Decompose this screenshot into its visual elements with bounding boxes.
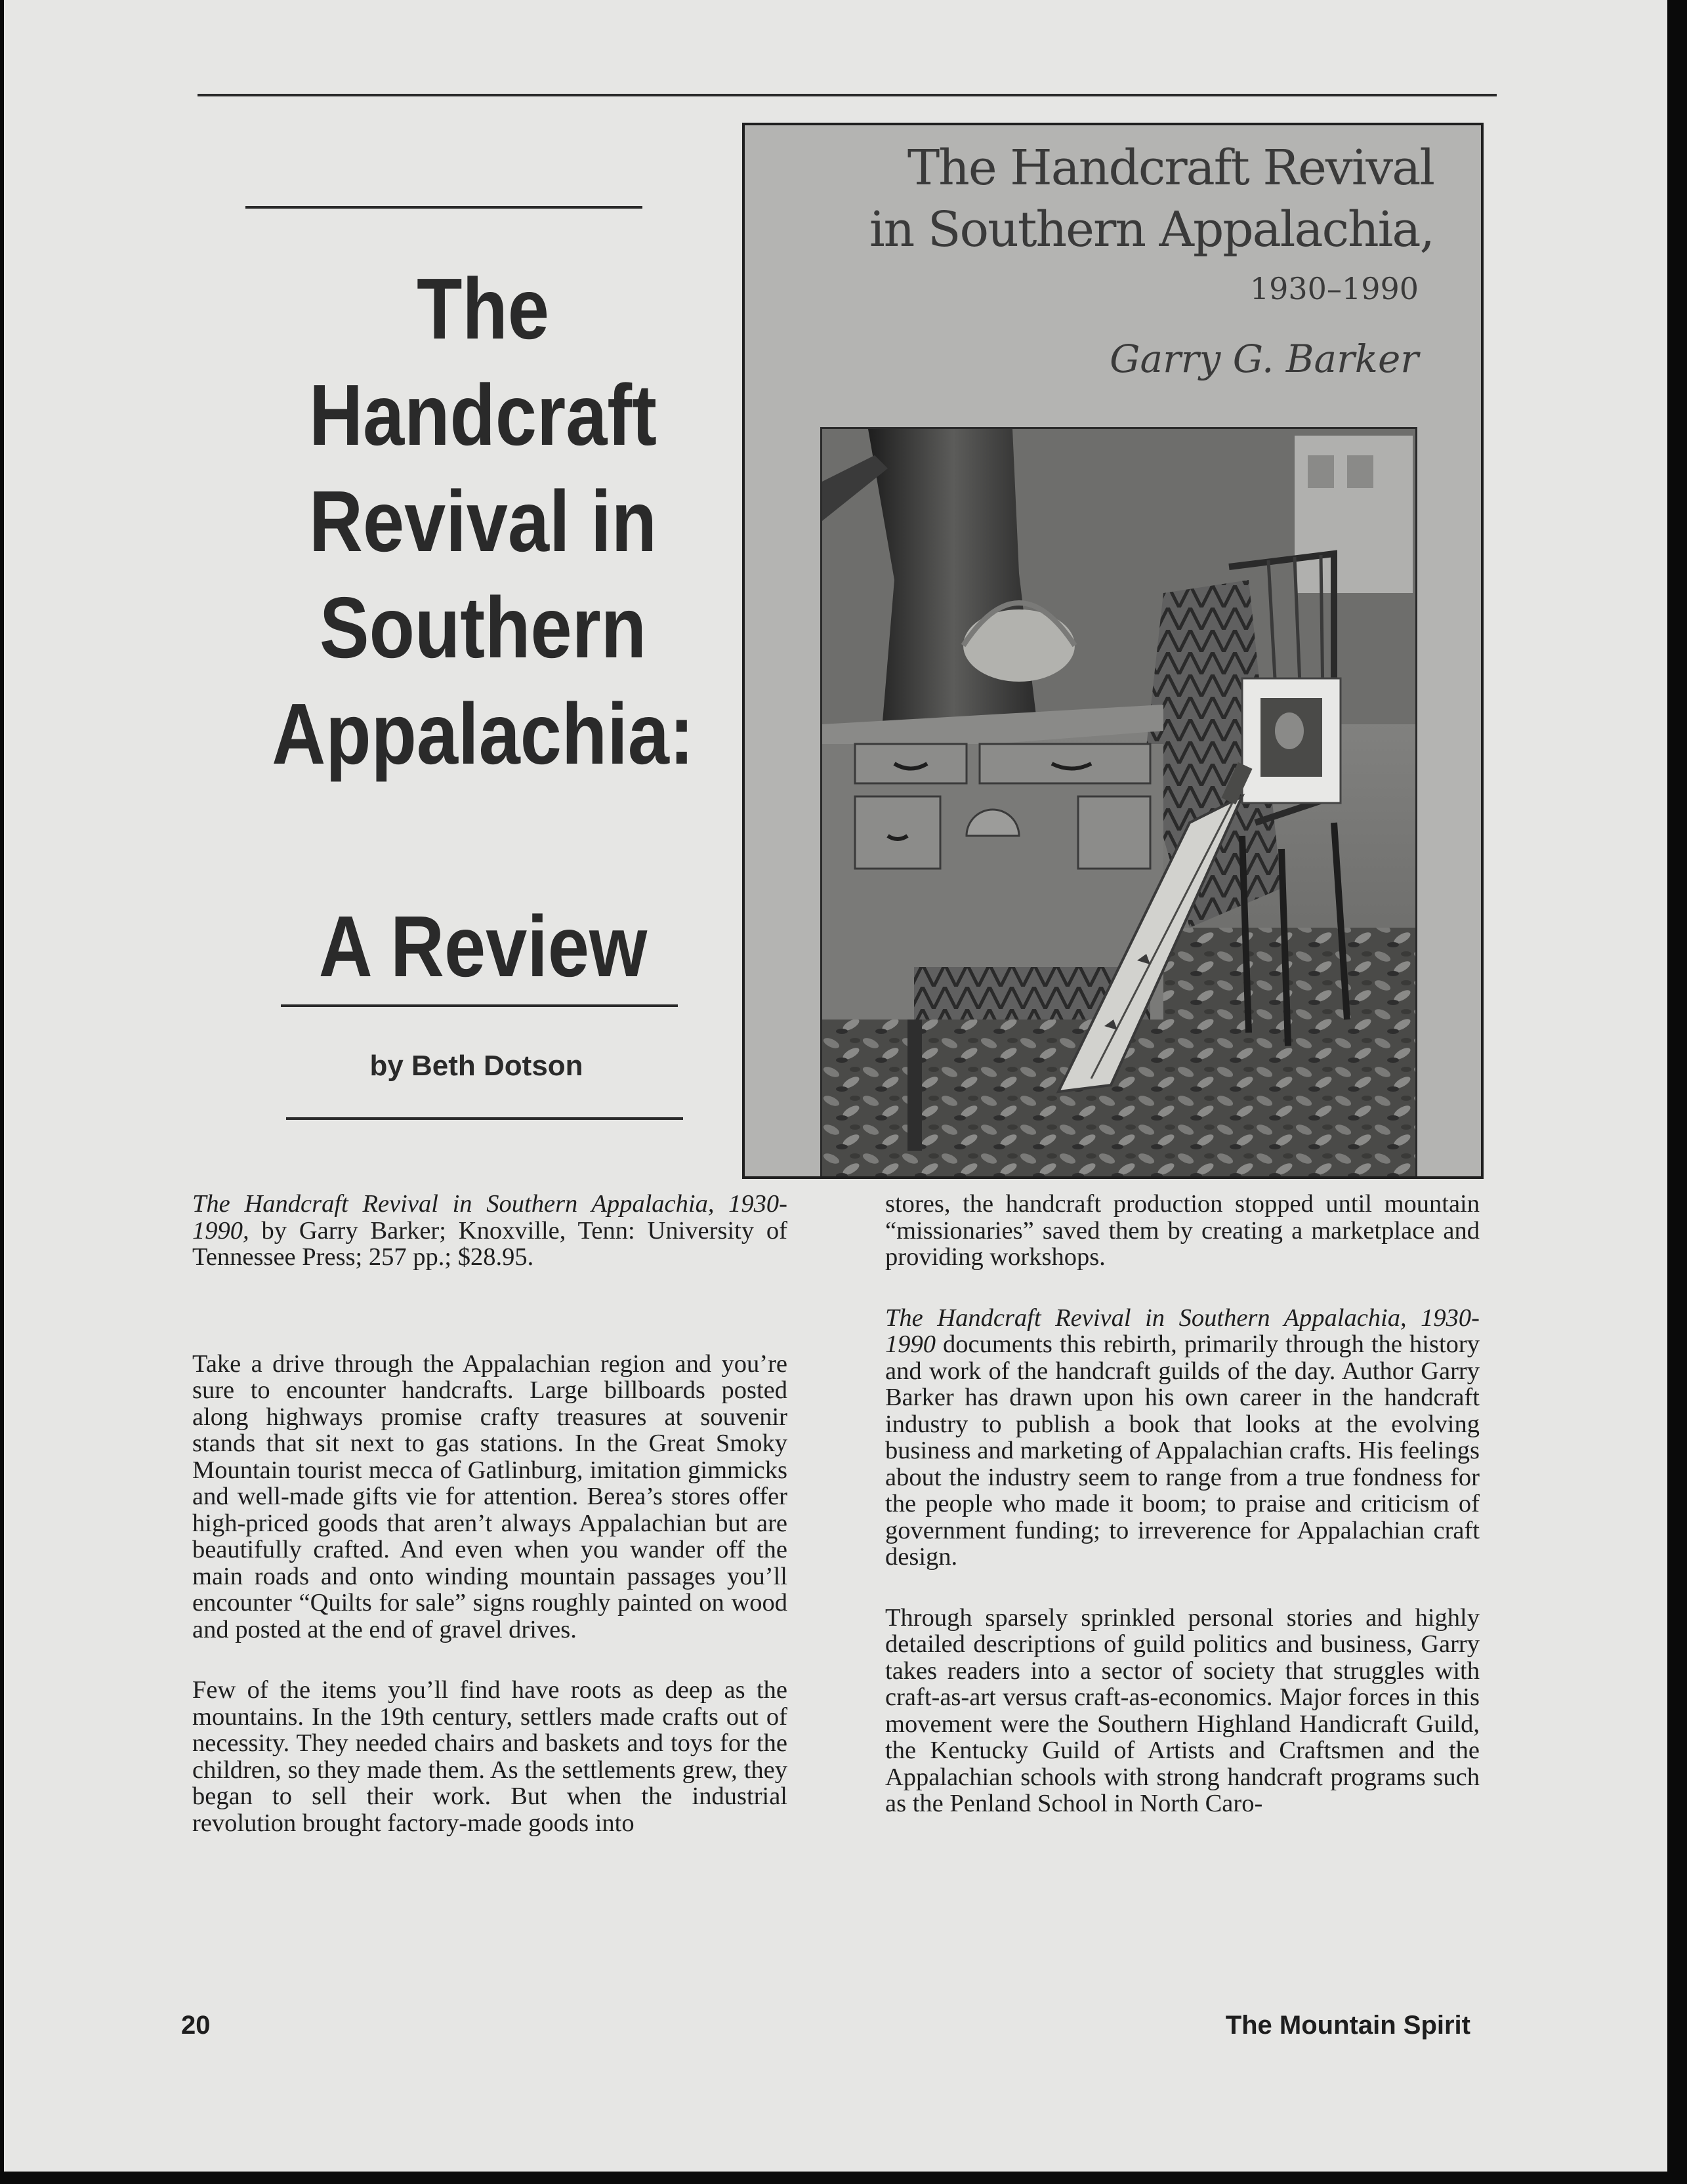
book-cover-image: [742, 123, 1484, 1179]
headline-top-rule: [245, 206, 642, 209]
citation-title: The Handcraft Revival in Southern Appalachia, 1930-1990,: [192, 1190, 787, 1245]
headline-line: The: [417, 260, 549, 357]
byline: by Beth Dotson: [369, 1050, 583, 1082]
headline-line: Southern: [319, 579, 647, 676]
article-column-left: [192, 1191, 787, 1870]
headline-line: Revival in: [308, 473, 657, 569]
cover-author: Garry G. Barker: [1110, 337, 1419, 381]
magazine-name: The Mountain Spirit: [1225, 2011, 1470, 2040]
cover-title-line: The Handcraft Revival: [907, 140, 1434, 196]
magazine-page: [4, 0, 1667, 2172]
book-title-inline: The Handcraft Revival in Southern Appalachia, 1930-1990: [885, 1304, 1480, 1358]
headline-subtitle: A Review: [318, 898, 648, 995]
cover-photo-illustration: [822, 429, 1415, 1179]
article-headline: [218, 256, 748, 1000]
cover-title: [745, 137, 1434, 260]
body-paragraph: [885, 1305, 1480, 1571]
page-number: 20: [181, 2011, 211, 2040]
cover-years: 1930–1990: [1249, 271, 1419, 306]
top-rule: [198, 94, 1497, 96]
cover-title-line: in Southern Appalachia,: [869, 201, 1434, 258]
book-citation: [192, 1191, 787, 1271]
headline-line: Appalachia:: [272, 686, 694, 782]
headline-line: Handcraft: [309, 367, 657, 463]
article-column-right: [885, 1191, 1480, 1851]
citation-details: by Garry Barker; Knoxville, Tenn: University of Tennessee Press; 257 pp.; $28.95.: [192, 1216, 787, 1271]
cover-photograph: [820, 427, 1417, 1179]
body-paragraph-text: documents this rebirth, primarily through the history and work of the handcraft guilds of the day. Author Garry Barker has drawn upon his own career in the handcraft industry to publish a book that looks at the evolving business and marketing of Appalachian crafts. His feelings about the industry seem to range from a true fondness for the people who made it boom; to praise and criticism of government funding; to irreverence for Appalachian craft design.: [885, 1330, 1480, 1571]
body-paragraph: Take a drive through the Appalachian region and you’re sure to encounter handcrafts. Large billboards posted along highways promise crafty treasures at souvenir stands that sit next to gas stations. In the Great Smoky Mountain tourist mecca of Gatlinburg, imitation gimmicks and well-made gifts vie for attention. Berea’s stores offer high-priced goods that aren’t always Appalachian but are beautifully crafted. And even when you wander off the main roads and onto winding mountain passages you’ll encounter “Quilts for sale” signs roughly painted on wood and posted at the end of gravel drives.: [192, 1350, 787, 1643]
body-paragraph: Few of the items you’ll find have roots as deep as the mountains. In the 19th century, settlers made crafts out of necessity. They needed chairs and baskets and toys for the children, so they made them. As the settlements grew, they began to sell their work. But when the industrial revolution brought factory-made goods into: [192, 1676, 787, 1837]
byline-bottom-rule: [286, 1117, 683, 1120]
headline-bottom-rule: [281, 1004, 678, 1007]
body-paragraph: Through sparsely sprinkled personal stories and highly detailed descriptions of guild politics and business, Garry takes readers into a sector of society that struggles with craft-as-art versus craft-as-economics. Major forces in this movement were the Southern Highland Handicraft Guild, the Kentucky Guild of Artists and Craftsmen and the Appalachian schools with strong handcraft programs such as the Penland School in North Caro-: [885, 1603, 1480, 1817]
body-paragraph: stores, the handcraft production stopped until mountain “missionaries” saved them by creating a marketplace and providing workshops.: [885, 1190, 1480, 1271]
